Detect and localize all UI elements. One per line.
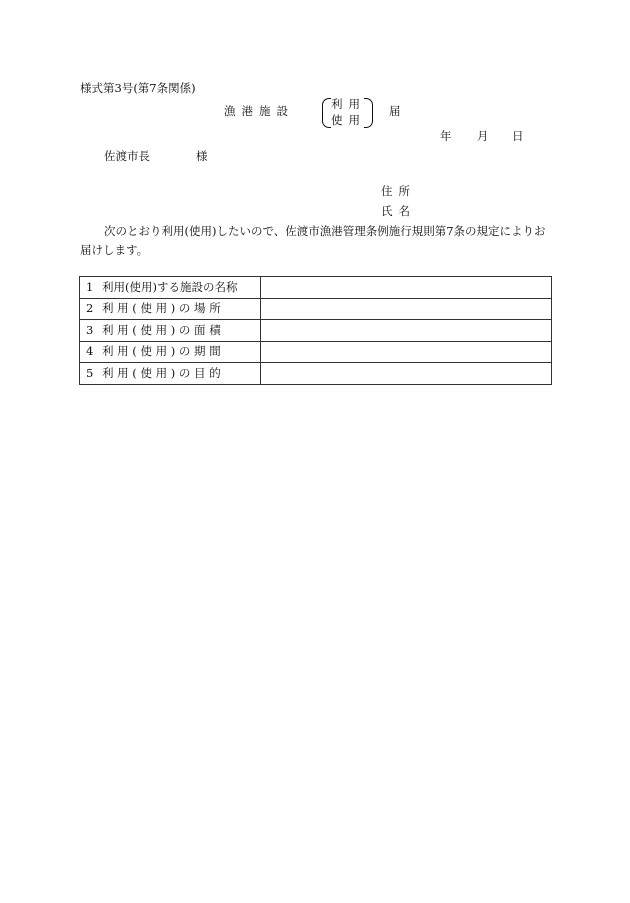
body-text: 次のとおり利用(使用)したいので、佐渡市漁港管理条例施行規則第7条の規定によりお届けします。: [80, 224, 546, 257]
row-number: 1: [86, 279, 94, 294]
row-value-cell[interactable]: [261, 298, 552, 320]
title-option-usage: 使用: [331, 113, 366, 127]
row-value-cell[interactable]: [261, 341, 552, 363]
items-table: [79, 276, 552, 385]
date-day-label: 日: [512, 129, 524, 143]
addressee-honorific: 様: [196, 149, 208, 163]
row-label: 利用(使用)する施設の名称: [102, 279, 238, 294]
form-number: 様式第3号(第7条関係): [80, 81, 196, 95]
row-number: 3: [86, 322, 94, 337]
date-year-label: 年: [440, 129, 452, 143]
row-number: 4: [86, 344, 94, 358]
row-label-cell: [80, 298, 261, 320]
title-bracket-right: [364, 98, 373, 128]
row-label: 利 用 ( 使 用 ) の 目 的: [102, 365, 221, 380]
row-label-cell: [80, 277, 261, 299]
table-row: [80, 320, 552, 342]
row-label: 利 用 ( 使 用 ) の 場 所: [102, 301, 221, 315]
row-label: 利 用 ( 使 用 ) の 面 積: [102, 322, 221, 337]
row-value-cell[interactable]: [261, 277, 552, 299]
row-number: 2: [86, 301, 94, 315]
row-label-cell: [80, 341, 261, 363]
row-number: 5: [86, 365, 94, 380]
row-label-cell: [80, 363, 261, 385]
row-value-cell[interactable]: [261, 363, 552, 385]
addressee-name: 佐渡市長: [104, 149, 150, 163]
table-row: [80, 298, 552, 320]
title-bracket-left: [322, 98, 331, 128]
row-value-cell[interactable]: [261, 320, 552, 342]
date-month-label: 月: [477, 129, 489, 143]
table-row: [80, 341, 552, 363]
title-facility: 漁港施設: [224, 104, 294, 118]
title-notification: 届: [389, 104, 401, 118]
applicant-address-label: 住所: [381, 184, 416, 198]
applicant-name-label: 氏名: [381, 204, 416, 218]
row-label-cell: [80, 320, 261, 342]
table-row: [80, 277, 552, 299]
row-label: 利 用 ( 使 用 ) の 期 間: [102, 344, 221, 358]
table-row: [80, 363, 552, 385]
title-option-use: 利用: [331, 97, 366, 111]
